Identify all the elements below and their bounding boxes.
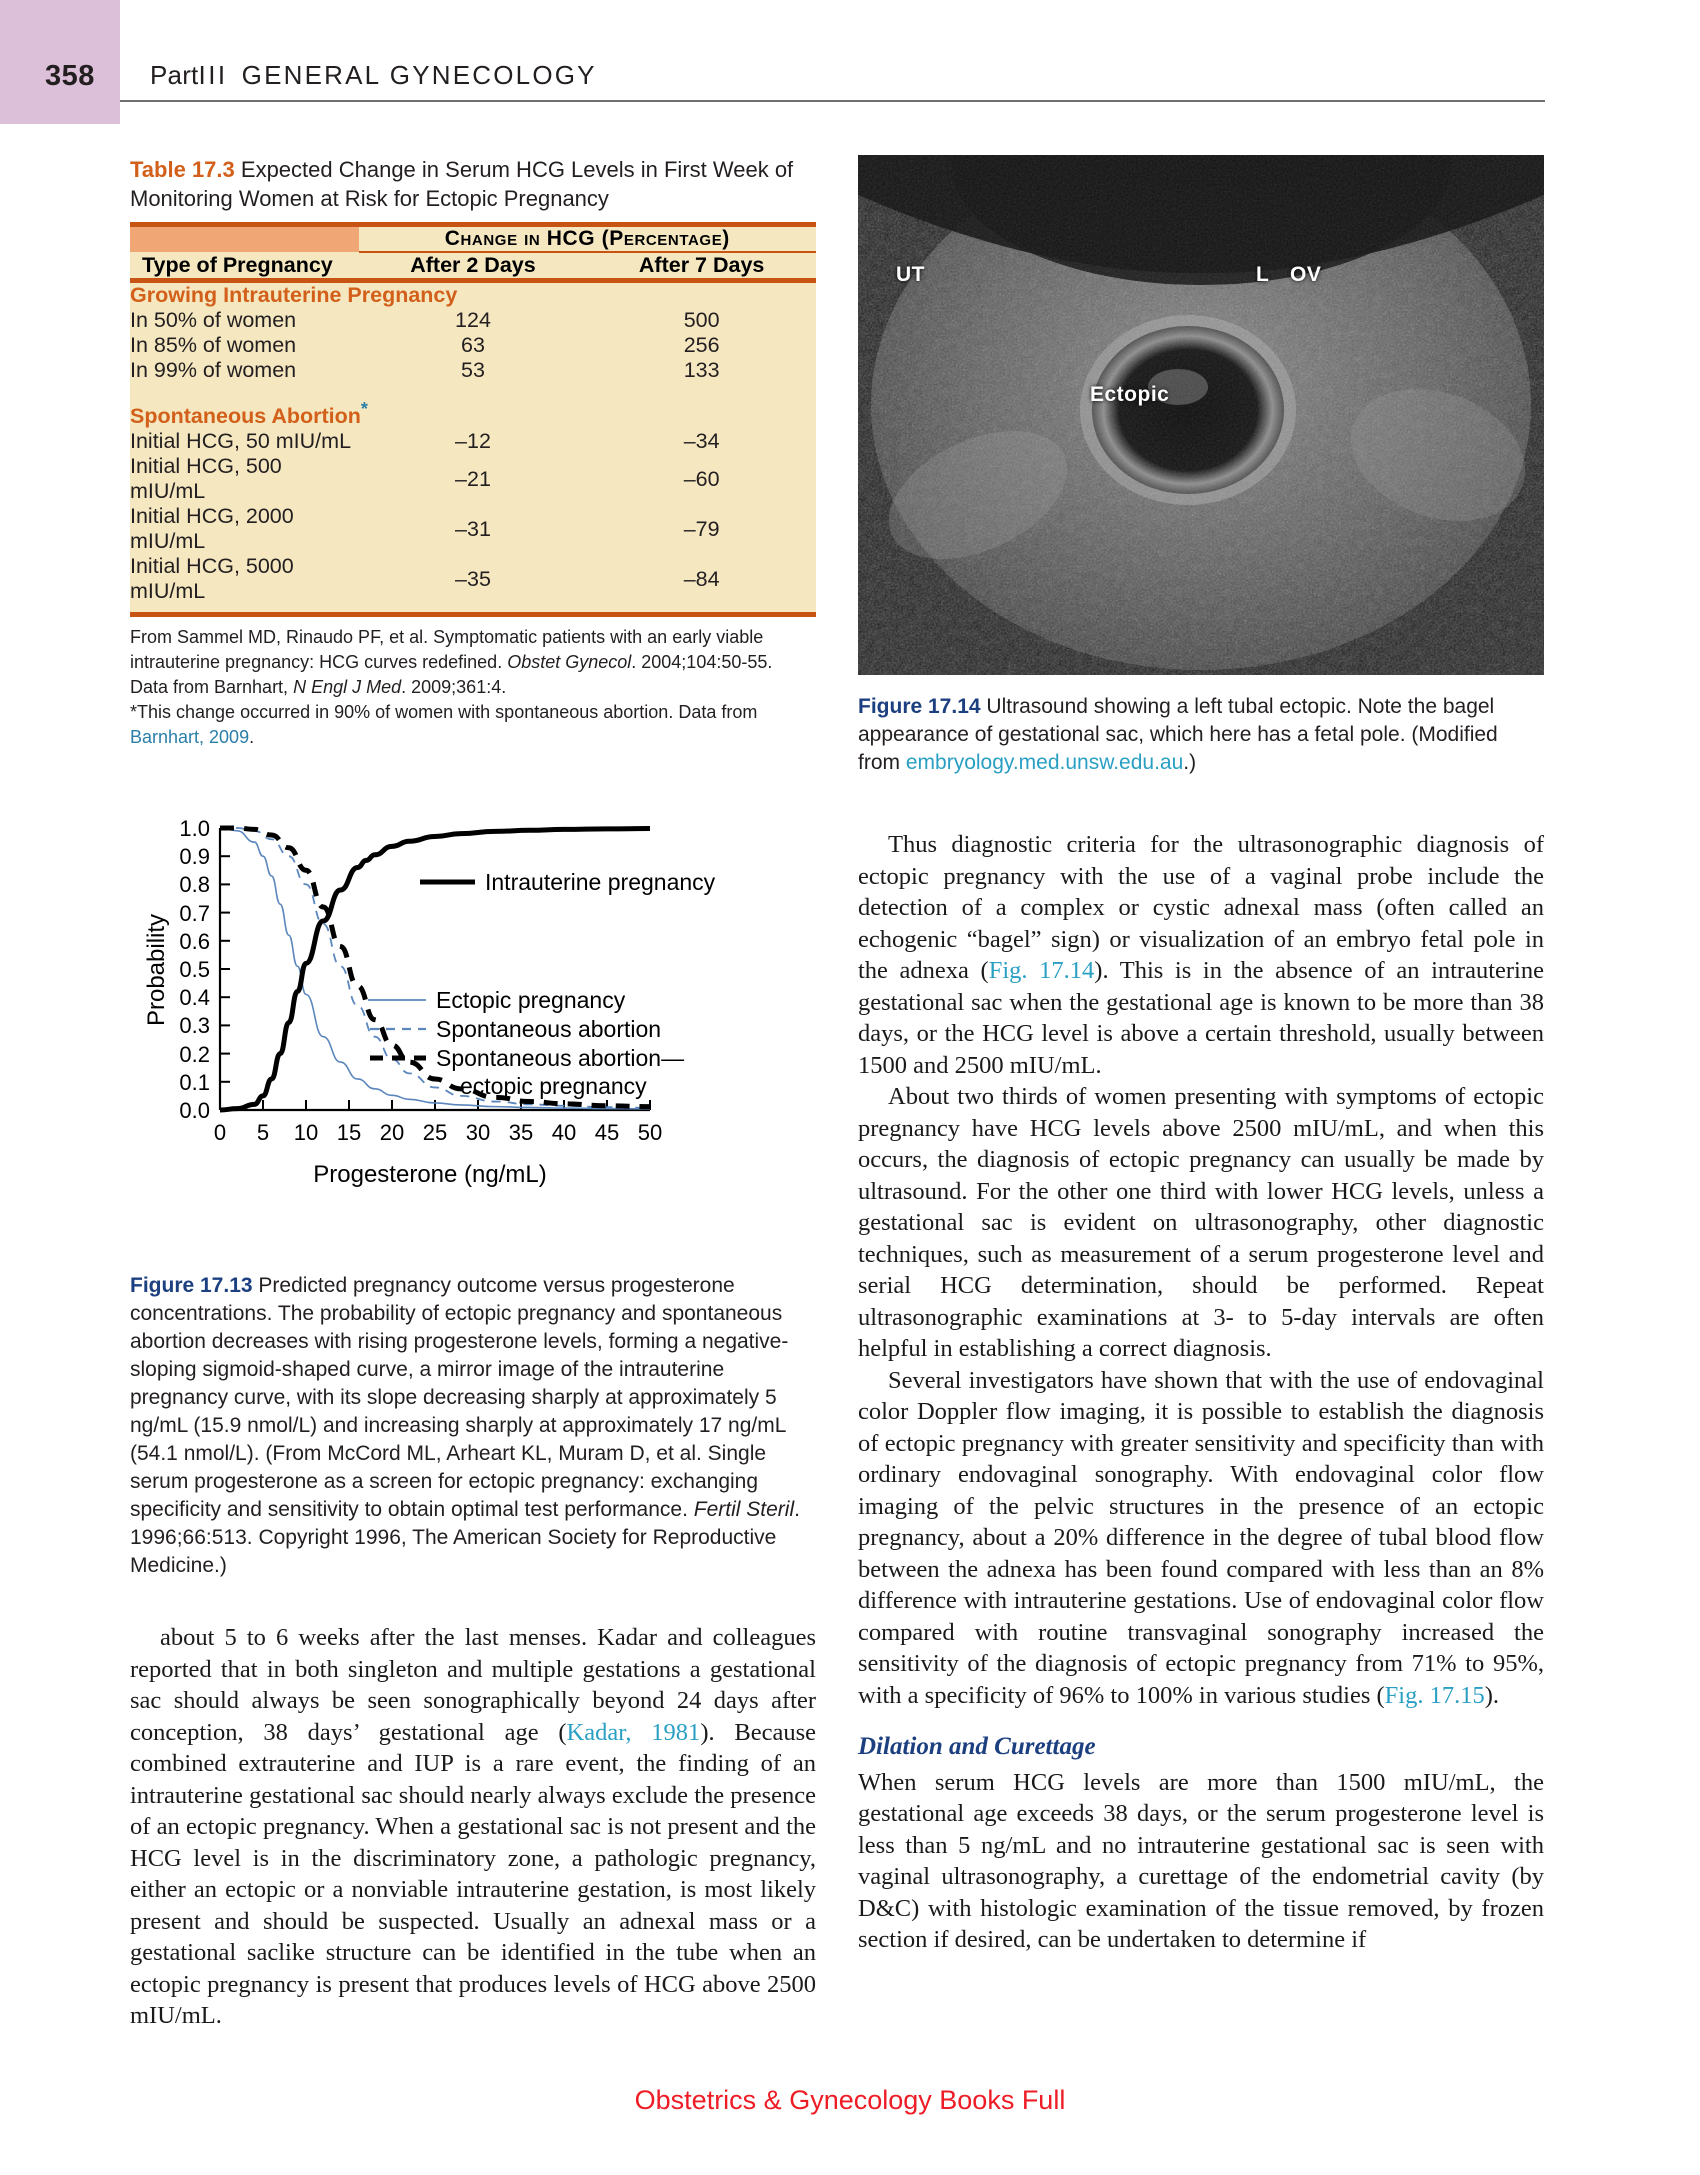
x-tick-label: 0	[213, 1120, 227, 1146]
page-number: 358	[45, 60, 95, 92]
x-tick-label: 25	[422, 1120, 448, 1146]
figure-link-17-14[interactable]: Fig. 17.14	[988, 957, 1095, 984]
y-tick-label: 0.0	[179, 1098, 210, 1124]
row-value-7days: 133	[587, 358, 816, 383]
table-group-heading-row	[130, 283, 816, 308]
y-tick-label: 1.0	[179, 816, 210, 842]
table-row	[130, 554, 816, 612]
part-label: Part	[150, 60, 199, 90]
row-value-2days: 63	[359, 333, 588, 358]
table-row	[130, 504, 816, 554]
table-row	[130, 454, 816, 504]
row-label: In 85% of women	[130, 333, 359, 358]
figure-link-17-15[interactable]: Fig. 17.15	[1384, 1681, 1485, 1709]
us-label-ut: UT	[896, 263, 925, 286]
table-row	[130, 308, 816, 333]
x-tick-label: 35	[508, 1120, 534, 1146]
x-tick-label: 30	[465, 1120, 491, 1146]
ultrasound-image	[858, 155, 1544, 675]
section-title: GENERAL GYNECOLOGY	[241, 60, 597, 90]
y-tick-label: 0.9	[179, 844, 210, 870]
us-label-ov: OV	[1290, 263, 1322, 286]
row-value-7days: 500	[587, 308, 816, 333]
paragraph-text: Thus diagnostic criteria for the ultrasonographic diagnosis of ectopic pregnancy with the use of a vaginal probe include the detection of a complex or cystic adnexal mass (often called an echogenic “bagel” sign) or visualization of an embryo fetal pole in the adnexa (	[858, 831, 1544, 984]
row-label: Initial HCG, 2000 mIU/mL	[130, 504, 359, 554]
y-tick-label: 0.7	[179, 901, 210, 927]
y-tick-label: 0.4	[179, 985, 210, 1011]
spanner-header: Change in HCG (Percentage)	[359, 227, 816, 252]
figure-17-14	[858, 155, 1544, 777]
row-label: In 99% of women	[130, 358, 359, 383]
table-title	[130, 155, 820, 213]
paragraph	[858, 1365, 1544, 1712]
y-tick-label: 0.5	[179, 957, 210, 983]
header-divider	[120, 100, 1545, 102]
figure-label: Figure 17.14	[858, 695, 981, 718]
footnote-marker: *	[360, 399, 368, 419]
table-source-1-journal: Obstet Gynecol	[507, 652, 632, 673]
row-label: In 50% of women	[130, 308, 359, 333]
legend-label-line2: ectopic pregnancy	[460, 1073, 647, 1100]
row-value-2days: –31	[359, 504, 588, 554]
table-row	[130, 429, 816, 454]
row-label: Initial HCG, 500 mIU/mL	[130, 454, 359, 504]
figure-caption-text: Predicted pregnancy outcome versus progesterone concentrations. The probability of ectopic pregnancy and spontaneous abortion decreases with rising progesterone levels, forming a negative-sloping sigmoid-shaped curve, a mirror image of the intrauterine pregnancy curve, with its slope decreasing sharply at approximately 5 ng/mL (15.9 nmol/L) and increasing sharply at approximately 17 ng/mL (54.1 nmol/L). (From McCord ML, Arheart KL, Muram D, et al. Single serum progesterone as a screen for ectopic pregnancy: exchanging specificity and sensitivity to obtain optimal test performance.	[130, 1274, 789, 1522]
row-value-2days: 53	[359, 358, 588, 383]
legend-item-ectopic-pregnancy	[368, 987, 626, 1013]
table-bottom-rule	[130, 612, 816, 617]
paragraph	[858, 829, 1544, 1081]
us-label-l: L	[1256, 263, 1270, 286]
left-column	[130, 155, 820, 2032]
figure-label: Figure 17.13	[130, 1274, 253, 1298]
row-value-7days: –79	[587, 504, 816, 554]
x-tick-label: 5	[256, 1120, 270, 1146]
figure-17-14-caption	[858, 693, 1544, 777]
row-value-2days: –12	[359, 429, 588, 454]
table-row	[130, 358, 816, 383]
table-source-1-part1: From Sammel MD, Rinaudo PF, et al. Symptomatic patients with an early viable intrauterine pregnancy: HCG curves redefined.	[130, 627, 764, 673]
y-tick-label: 0.1	[179, 1070, 210, 1096]
table-source-2-journal: N Engl J Med	[293, 677, 402, 698]
table-footnote-end: .	[249, 727, 255, 748]
paragraph: About two thirds of women presenting with symptoms of ectopic pregnancy have HCG levels above 2500 mIU/mL, and when this occurs, the diagnosis of ectopic pregnancy can usually be made by ultrasound. For the other one third with lower HCG levels, unless a gestational sac is evident on ultrasonography, other diagnostic techniques, such as measurement of a serum progesterone level and serial HCG determination, should be performed. Repeat ultrasonographic examinations at 3- to 5-day intervals are often helpful in establishing a correct diagnosis.	[858, 1083, 1544, 1362]
y-tick-label: 0.8	[179, 872, 210, 898]
x-tick-label: 40	[551, 1120, 577, 1146]
y-tick-label: 0.6	[179, 929, 210, 955]
legend-label: Ectopic pregnancy	[436, 987, 626, 1014]
group-heading-growing-iup: Growing Intrauterine Pregnancy	[130, 283, 816, 308]
figure-17-13-chart	[130, 810, 820, 1310]
table-group-heading-row	[130, 399, 816, 429]
legend-label: Spontaneous abortion	[436, 1016, 662, 1043]
figure-caption-text-end: .)	[1183, 751, 1197, 774]
table-column-header-row	[130, 252, 816, 278]
citation-link-kadar-1981[interactable]: Kadar, 1981	[566, 1718, 701, 1746]
x-axis-title: Progesterone (ng/mL)	[313, 1161, 547, 1189]
y-tick-labels	[179, 816, 210, 1123]
legend-label: Intrauterine pregnancy	[485, 869, 716, 896]
subheading-dilation-and-curettage: Dilation and Curettage	[858, 1733, 1096, 1760]
figure-caption-text: Ultrasound showing a left tubal ectopic. Note the bagel appearance of gestational sac, which here has a fetal pole. (Modified from	[858, 695, 1498, 774]
probability-vs-progesterone-plot	[130, 810, 820, 1210]
row-value-7days: 256	[587, 333, 816, 358]
left-column-body	[130, 1622, 816, 2032]
table-row	[130, 333, 816, 358]
right-column	[858, 155, 1548, 1956]
x-tick-labels	[214, 1120, 662, 1145]
y-tick-label: 0.2	[179, 1042, 210, 1068]
table-spanner-row	[130, 227, 816, 252]
row-label: Initial HCG, 50 mIU/mL	[130, 429, 359, 454]
row-value-2days: 124	[359, 308, 588, 333]
row-value-2days: –21	[359, 454, 588, 504]
group-heading-text: Spontaneous Abortion	[130, 404, 361, 429]
table-source-2-part1: Data from Barnhart,	[130, 677, 294, 698]
row-value-7days: –60	[587, 454, 816, 504]
y-axis-title: Probability	[143, 914, 170, 1027]
x-tick-label: 10	[293, 1120, 319, 1146]
x-tick-label: 20	[379, 1120, 405, 1146]
figure-caption-text-end: . 1996;66:513. Copyright 1996, The American Society for Reproductive Medicine.)	[130, 1498, 800, 1578]
us-label-ectopic: Ectopic	[1090, 383, 1170, 406]
paragraph-text-cont: ).	[1484, 1681, 1500, 1709]
legend-item-spontaneous-abortion	[370, 1016, 661, 1042]
ultrasound-rendering	[858, 155, 1544, 675]
source-link-embryology[interactable]: embryology.med.unsw.edu.au	[905, 751, 1184, 774]
col-header-7days: After 7 Days	[587, 252, 816, 278]
x-tick-label: 15	[336, 1120, 362, 1146]
row-value-2days: –35	[359, 554, 588, 612]
paragraph: When serum HCG levels are more than 1500 mIU/mL, the gestational age exceeds 38 days, or the serum progesterone level is less than 5 ng/mL and no intrauterine gestational sac is seen with vaginal ultrasonography, a curettage of the endometrial cavity (by D&C) with histologic examination of the tissue removed, by frozen section if desired, can be undertaken to determine if	[858, 1768, 1544, 1953]
y-axis-ticks	[220, 828, 230, 1110]
figure-caption-journal: Fertil Steril	[693, 1498, 795, 1522]
legend-item-spontaneous-abortion-ectopic	[370, 1045, 684, 1099]
right-column-body	[858, 829, 1544, 1956]
y-tick-label: 0.3	[179, 1013, 210, 1039]
legend-item-intrauterine-pregnancy	[420, 869, 716, 895]
row-value-7days: –34	[587, 429, 816, 454]
paragraph	[130, 1622, 816, 2032]
paragraph-text: Several investigators have shown that with the use of endovaginal color Doppler flow imaging, it is possible to establish the diagnosis of ectopic pregnancy with greater sensitivity and specificity than with ordinary endovaginal sonography. With endovaginal color flow imaging of the pelvic structures in the presence of an ectopic pregnancy, about a 20% difference in the degree of tubal blood flow between the adnexa has been found compared with less than an 8% difference with intrauterine gestations. Use of endovaginal color flow compared with routine transvaginal sonography increased the sensitivity of the diagnosis of ectopic pregnancy from 71% to 95%, with a specificity of 96% to 100% in various studies (	[858, 1366, 1544, 1709]
paragraph-text: about 5 to 6 weeks after the last menses. Kadar and colleagues reported that in both singleton and multiple gestations a gestational sac should always be seen sonographically beyond 24 days after conception, 38 days’ gestational age (	[130, 1624, 816, 1746]
x-tick-label: 45	[594, 1120, 620, 1146]
col-header-type: Type of Pregnancy	[130, 252, 359, 278]
table-title-text: Expected Change in Serum HCG Levels in First Week of Monitoring Women at Risk for Ectopic Pregnancy	[130, 157, 794, 211]
table-notes	[130, 625, 802, 750]
citation-link-barnhart-2009[interactable]: Barnhart, 2009	[130, 727, 250, 748]
table-group-spacer	[130, 383, 816, 399]
paragraph-text-cont: ). Because combined extrauterine and IUP is a rare event, the finding of an intrauterine gestational sac should nearly always exclude the presence of an ectopic pregnancy. When a gestational sac is not present and the HCG level is in the discriminatory zone, a pathologic pregnancy, either an ectopic or a nonviable intrauterine gestation, is most likely present and should be suspected. Usually an adnexal mass or a gestational saclike structure can be identified in the tube when an ectopic pregnancy is present that produces levels of HCG above 2500 mIU/mL.	[130, 1718, 816, 2030]
page-footer-watermark: Obstetrics & Gynecology Books Full	[634, 2085, 1066, 2115]
group-heading-spontaneous-abortion	[130, 399, 816, 429]
paragraph-text-cont: ). This is in the absence of an intrauterine gestational sac when the gestational age is known to be more than 38 days, or the HCG level is above a certain threshold, usually between 1500 and 2500 mIU/mL.	[858, 957, 1544, 1079]
hcg-change-table	[130, 222, 816, 617]
table-source-2-part2: . 2009;361:4.	[401, 677, 507, 698]
table-footnote-text: *This change occurred in 90% of women with spontaneous abortion. Data from	[130, 702, 758, 723]
legend-label: Spontaneous abortion—	[436, 1045, 685, 1072]
col-header-2days: After 2 Days	[359, 252, 588, 278]
figure-17-13-caption	[130, 1272, 820, 1580]
part-number: III	[198, 60, 228, 90]
row-label: Initial HCG, 5000 mIU/mL	[130, 554, 359, 612]
x-tick-label: 50	[637, 1120, 663, 1146]
row-value-7days: –84	[587, 554, 816, 612]
table-label: Table 17.3	[130, 157, 235, 182]
running-head	[150, 60, 597, 91]
table-source-1-part2: . 2004;104:50-55.	[631, 652, 773, 673]
